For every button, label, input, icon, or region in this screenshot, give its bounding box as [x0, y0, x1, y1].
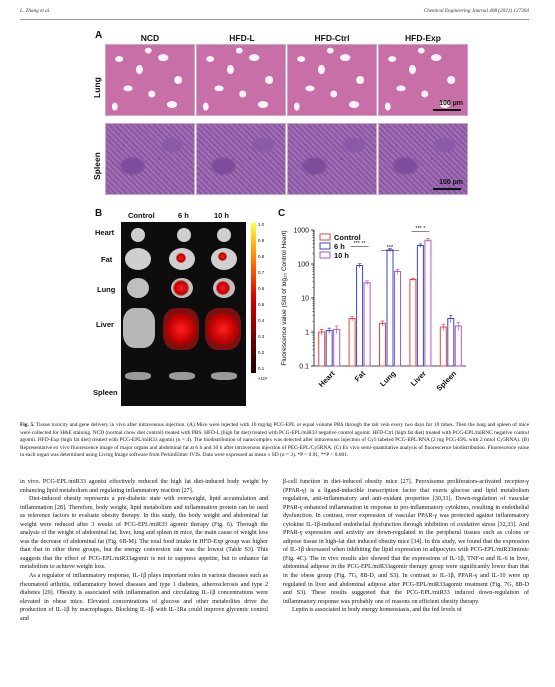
organ-spleen-control [125, 372, 151, 380]
col-title-hfd-exp: HFD-Exp [405, 33, 441, 43]
scale-bar-label-spleen: 100 µm [439, 179, 463, 186]
colorbar [251, 223, 256, 373]
colorbar-tick: 0.7 [258, 270, 265, 275]
bar-control-spleen [440, 327, 446, 366]
organ-heart-10h [217, 228, 231, 242]
y-tick-label: 1000 [293, 227, 309, 235]
colorbar-tick: 0.6 [258, 286, 265, 291]
col-title-hfd-ctrl: HFD-Ctrl [314, 33, 350, 43]
timepoint-control: Control [128, 211, 155, 220]
signal-lung-10h [216, 281, 230, 295]
panel-c-letter: C [278, 208, 286, 219]
body-column-right [283, 478, 529, 615]
histology-spleen-hfd-l [196, 123, 286, 195]
y-tick-label: 100 [297, 261, 309, 269]
legend-swatch-10-h [320, 252, 330, 258]
figure-caption [20, 422, 529, 460]
x-tick-label-lung: Lung [378, 369, 398, 389]
organ-heart-6h [177, 228, 191, 242]
bar-control-lung [380, 323, 386, 366]
histology-lung-hfd-l [196, 44, 286, 116]
y-tick-label: 1 [305, 329, 309, 337]
timepoint-6h: 6 h [178, 211, 189, 220]
body-paragraph: As a regulator of inflammatory response, IL-1β plays important roles in various diseases such as rheumatoid arthritis, inflammatory bowel diseases and type 1 diabetes, atherosclerosis and type 2 diabetes [29]. Obesity is associated with inflammation and circulating IL-1β concentrations were elevated in obese mice. Elevated concentrations of glucose and other metabolites drive the production of IL-1β by macrophages. Blocking IL-1β with IL-1Ra could improve glycemic control and [20, 573, 268, 622]
panel-b-letter: B [95, 208, 103, 219]
caption-text: Tissue toxicity and gene delivery in vivo after intravenous injection. (A) Mice were injected with 10 mg/kg PCG-EPL or equal volume PBS through the tail vein every two days for 10 times. Then the lung and spleen of mice were collected for H&E staining. NCD (normal chow diet control) treated with PBS. HFD-L (high fat diet) treated with PCG-EPL/miR33 negative control agomir. HFD-Ctrl (high fat diet) treated with PCG-EPL/miRNC negative control agomir. HFD-Exp (high fat diet) treated with PCG-EPL/miR33 agomir (n = 4). The biodistribution of nanocomplex was detected after intravenous injection of Cy5 labeled PCG-EPL/RNA (2 mg PCG-EPL with 2 nmol Cy5RNA). (B) Representative ex vivo fluorescence image of major organs and abdominal fat at 6 h and 10 h after intravenous injection of PEG-EPL/Cy5RNA. (C) Ex vivo semi-quantitative analysis of fluorescence biodistribution. Fluorescence value in each organ was determined using Living Image software from PerkinElmer IVIS. Data were expressed as mean ± SD (n = 3). *P < 0.01, **P < 0.001. [20, 422, 529, 459]
fluorescence-bar-chart [276, 218, 472, 414]
histology-spleen-hfd-exp [378, 123, 468, 195]
body-paragraph: in vivo. PCG-EPL/miR33 agonist effectively reduced the high fat diet-induced body weight by enhancing lipid metabolism and regulating inflammatory reaction [27]. [20, 479, 268, 494]
scale-bar-spleen [433, 188, 461, 190]
significance-label: *** ** [353, 240, 366, 247]
histology-lung-hfd-ctrl [287, 44, 377, 116]
body-column-left [20, 478, 268, 623]
colorbar-tick: 0.8 [258, 254, 265, 259]
bar-6-h-heart [326, 331, 332, 366]
body-paragraph: β-cell function in diet-induced obesity mice [27]. Peroxisome proliferators-activated receptor-γ (PPAR-γ) is a ligand-inducible transcription factor that exerts glucose and lipid metabolism regulation, anti-inflammatory and anti-oxidant properties [30,31]. Down-regulation of vascular PPAR-γ enhanced inflammation in response to pro-inflammatory cytokines, resulting in endothelial dysfunction. In contrast, over expression of vascular PPAR-γ was protected against inflammatory cytokine IL-1β-induced endothelial dysfunction through inhibition of oxidative stress [32,33]. And PPAR-γ expression and activity are down-regulated in the peripheral tissues such as colons or adipose tissue in high-fat diet induced obesity mice [34]. In this study, we found that the expression of IL-1β decreased when inhibiting the lipid expression in adipocytes with PCG-EPL/miR33mimic (Fig. 4C). The in vivo results also showed that the expressions of IL-1β, TNF-α and IL-6 in liver, abdominal adipose in the PCG-EPL/miR33agomir therapy group were significantly lower than that in the obese group (Fig. 7G, 8B-D, and S3). In contrast to IL-1β, PPAR-γ and IL-10 were up regulated in liver and abdominal adipose after PCG-EPL/miR33agomir treatment (Fig. 7G, 8B-D and S3). These results suggested that the PCG-EPL/miR33 induced down-regulation of inflammatory response was probably one of reasons on efficient obesity therapy. [283, 479, 529, 605]
legend-swatch-control [320, 234, 330, 240]
bar-control-heart [319, 332, 325, 366]
row-title-lung: Lung [92, 77, 102, 98]
bar-10-h-fat [364, 283, 370, 366]
signal-lung-6h [173, 280, 189, 296]
organ-label-spleen: Spleen [93, 388, 118, 397]
bar-10-h-lung [395, 272, 401, 366]
organ-liver-control [123, 308, 155, 348]
scale-bar-label-lung: 100 µm [439, 100, 463, 107]
significance-label: *** [386, 244, 394, 251]
signal-fat-10h [218, 252, 227, 261]
running-header-author: L. Zhang et al. [20, 8, 51, 14]
organ-fat-control [125, 248, 151, 270]
col-title-hfd-l: HFD-L [229, 33, 255, 43]
row-title-spleen: Spleen [92, 152, 102, 180]
x-tick-label-liver: Liver [408, 369, 428, 389]
organ-heart-control [131, 228, 145, 242]
bar-6-h-lung [387, 250, 393, 366]
x-tick-label-heart: Heart [316, 369, 337, 389]
body-paragraph: Diet-induced obesity represents a pre-diabetic state with overweight, lipid accumulation and inflammation [28]. Therefore, body weight, lipid metabolism and inflammation protein can be used as reference factors to evaluate obesity therapy. In this study, the body weight and abdominal fat weight were reduced after 3 weeks of PCG-EPL/miR33 agomir therapy (Fig. 6). Through the analysis of the weight of abdominal fat, liver, lung and spleen in mice, the main cause of weight loss was the decrease of abdominal fat (Fig. 6B-M). The total food intake in HFD-Exp group was higher than that in other three groups, but the energy conversion rate was the lowest (Table S3). This suggests that the effect of PCG-EPL/miR33agomir is not to suppress appetite, but to enhance fat metabolism to achieve weight loss. [20, 496, 268, 571]
significance-label: *** * [415, 226, 426, 233]
panel-a-letter: A [95, 30, 103, 41]
histology-lung-ncd [105, 44, 195, 116]
x-tick-label-fat: Fat [352, 369, 368, 384]
bar-10-h-liver [425, 240, 431, 366]
colorbar-tick: 0.3 [258, 334, 265, 339]
y-tick-label: 0.1 [299, 363, 309, 371]
colorbar-tick: 0.2 [258, 350, 265, 355]
body-paragraph: Leptin is associated in body energy homeostasis, and the fed levels of [292, 607, 462, 614]
histology-lung-hfd-exp [378, 44, 468, 116]
y-tick-label: 10 [301, 295, 309, 303]
timepoint-10h: 10 h [214, 211, 230, 220]
bar-control-liver [410, 280, 416, 366]
bar-6-h-liver [417, 246, 423, 366]
colorbar-tick: 0.9 [258, 238, 265, 243]
legend-swatch-6-h [320, 243, 330, 249]
histology-spleen-hfd-ctrl [287, 123, 377, 195]
organ-label-fat: Fat [101, 255, 113, 264]
bar-6-h-spleen [448, 318, 454, 366]
histology-spleen-ncd [105, 123, 195, 195]
signal-liver-10h [207, 312, 239, 346]
organ-label-lung: Lung [97, 285, 116, 294]
legend-label: 10 h [334, 251, 350, 260]
bar-10-h-heart [334, 329, 340, 366]
bar-control-fat [349, 318, 355, 366]
colorbar-tick: 1.0 [258, 222, 265, 227]
legend-label: Control [334, 233, 361, 242]
caption-label: Fig. 5. [20, 422, 35, 428]
legend-label: 6 h [334, 242, 345, 251]
organ-label-liver: Liver [96, 320, 114, 329]
colorbar-unit: ×10⁹ [258, 376, 268, 381]
running-header-journal: Chemical Engineering Journal 408 (2021) 127304 [423, 8, 529, 14]
bar-6-h-fat [357, 266, 363, 366]
organ-spleen-10h [211, 372, 237, 380]
col-title-ncd: NCD [140, 33, 160, 43]
bar-10-h-spleen [455, 326, 461, 366]
signal-fat-6h [176, 253, 186, 263]
scale-bar-lung [433, 109, 461, 111]
y-axis-label: Fluorescence value (Std of log₁₀ Control Heart) [281, 230, 288, 366]
colorbar-tick: 0.5 [258, 302, 265, 307]
header-rule [20, 19, 529, 20]
x-tick-label-spleen: Spleen [434, 369, 459, 393]
colorbar-tick: 0.4 [258, 318, 265, 323]
organ-label-heart: Heart [95, 228, 115, 237]
ivis-fluorescence-image [121, 222, 246, 406]
organ-lung-control [127, 278, 149, 298]
organ-spleen-6h [169, 372, 195, 380]
signal-liver-6h [165, 312, 197, 346]
colorbar-tick: 0.1 [258, 366, 265, 371]
